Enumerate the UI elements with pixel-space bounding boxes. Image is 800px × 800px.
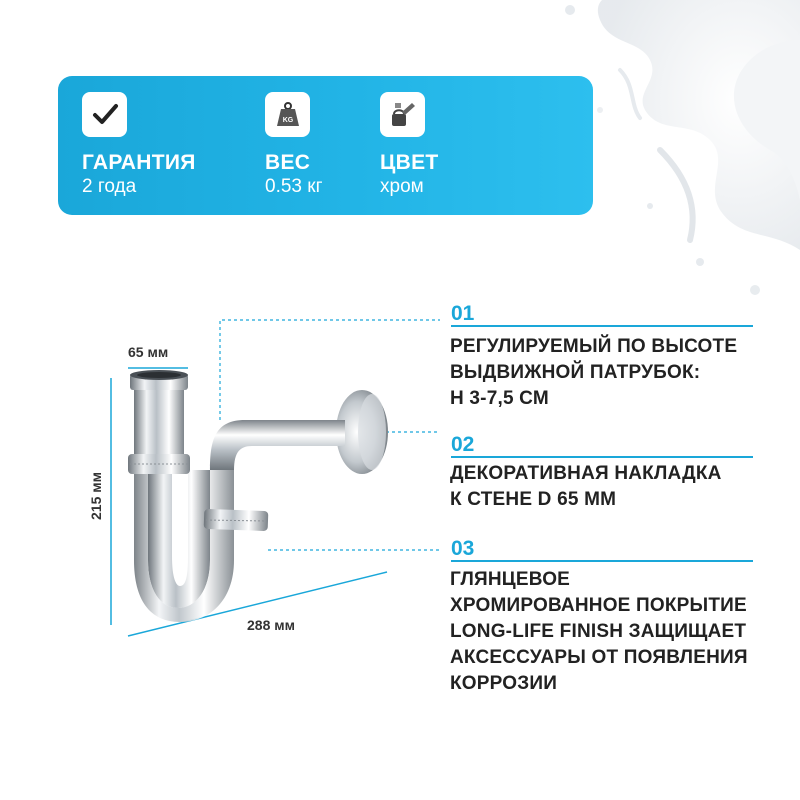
feature-description — [450, 461, 722, 513]
feature-text-line: АКСЕССУАРЫ ОТ ПОЯВЛЕНИЯ — [450, 647, 748, 668]
feature-text-line: ДЕКОРАТИВНАЯ НАКЛАДКА — [450, 463, 722, 484]
feature-text-line: Н 3-7,5 СМ — [450, 388, 549, 409]
feature-text-line: ХРОМИРОВАННОЕ ПОКРЫТИЕ — [450, 595, 747, 616]
feature-number: 01 — [451, 302, 475, 325]
feature-text-line: КОРРОЗИИ — [450, 673, 558, 694]
feature-text-line: LONG-LIFE FINISH ЗАЩИЩАЕТ — [450, 621, 747, 642]
spec-title: ВЕС — [265, 151, 311, 174]
feature-text-line: РЕГУЛИРУЕМЫЙ ПО ВЫСОТЕ — [450, 336, 738, 357]
dimension-height-label: 215 мм — [88, 472, 104, 520]
inlet-pipe — [134, 385, 184, 465]
feature-text-line: ГЛЯНЦЕВОЕ — [450, 569, 571, 590]
feature-divider — [451, 456, 753, 458]
spec-title: ЦВЕТ — [380, 151, 439, 174]
feature-number: 03 — [451, 537, 475, 560]
spec-value: хром — [380, 176, 424, 197]
feature-description — [450, 334, 737, 412]
outlet-pipe — [210, 420, 345, 470]
feature-divider — [451, 560, 753, 562]
weight-icon-label: KG — [282, 116, 293, 124]
dimension-top-label: 65 мм — [128, 344, 169, 360]
feature-number: 02 — [451, 433, 475, 456]
spec-value: 0.53 кг — [265, 176, 323, 197]
trap-bend — [148, 460, 210, 608]
feature-divider — [451, 325, 753, 327]
dimension-length-label: 288 мм — [247, 617, 295, 633]
feature-text-line: К СТЕНЕ D 65 ММ — [450, 489, 617, 510]
spec-value: 2 года — [82, 176, 137, 197]
feature-text-line: ВЫДВИЖНОЙ ПАТРУБОК: — [450, 362, 701, 383]
feature-description — [450, 567, 748, 697]
spec-title: ГАРАНТИЯ — [82, 151, 196, 174]
leader-line-01 — [220, 320, 440, 420]
